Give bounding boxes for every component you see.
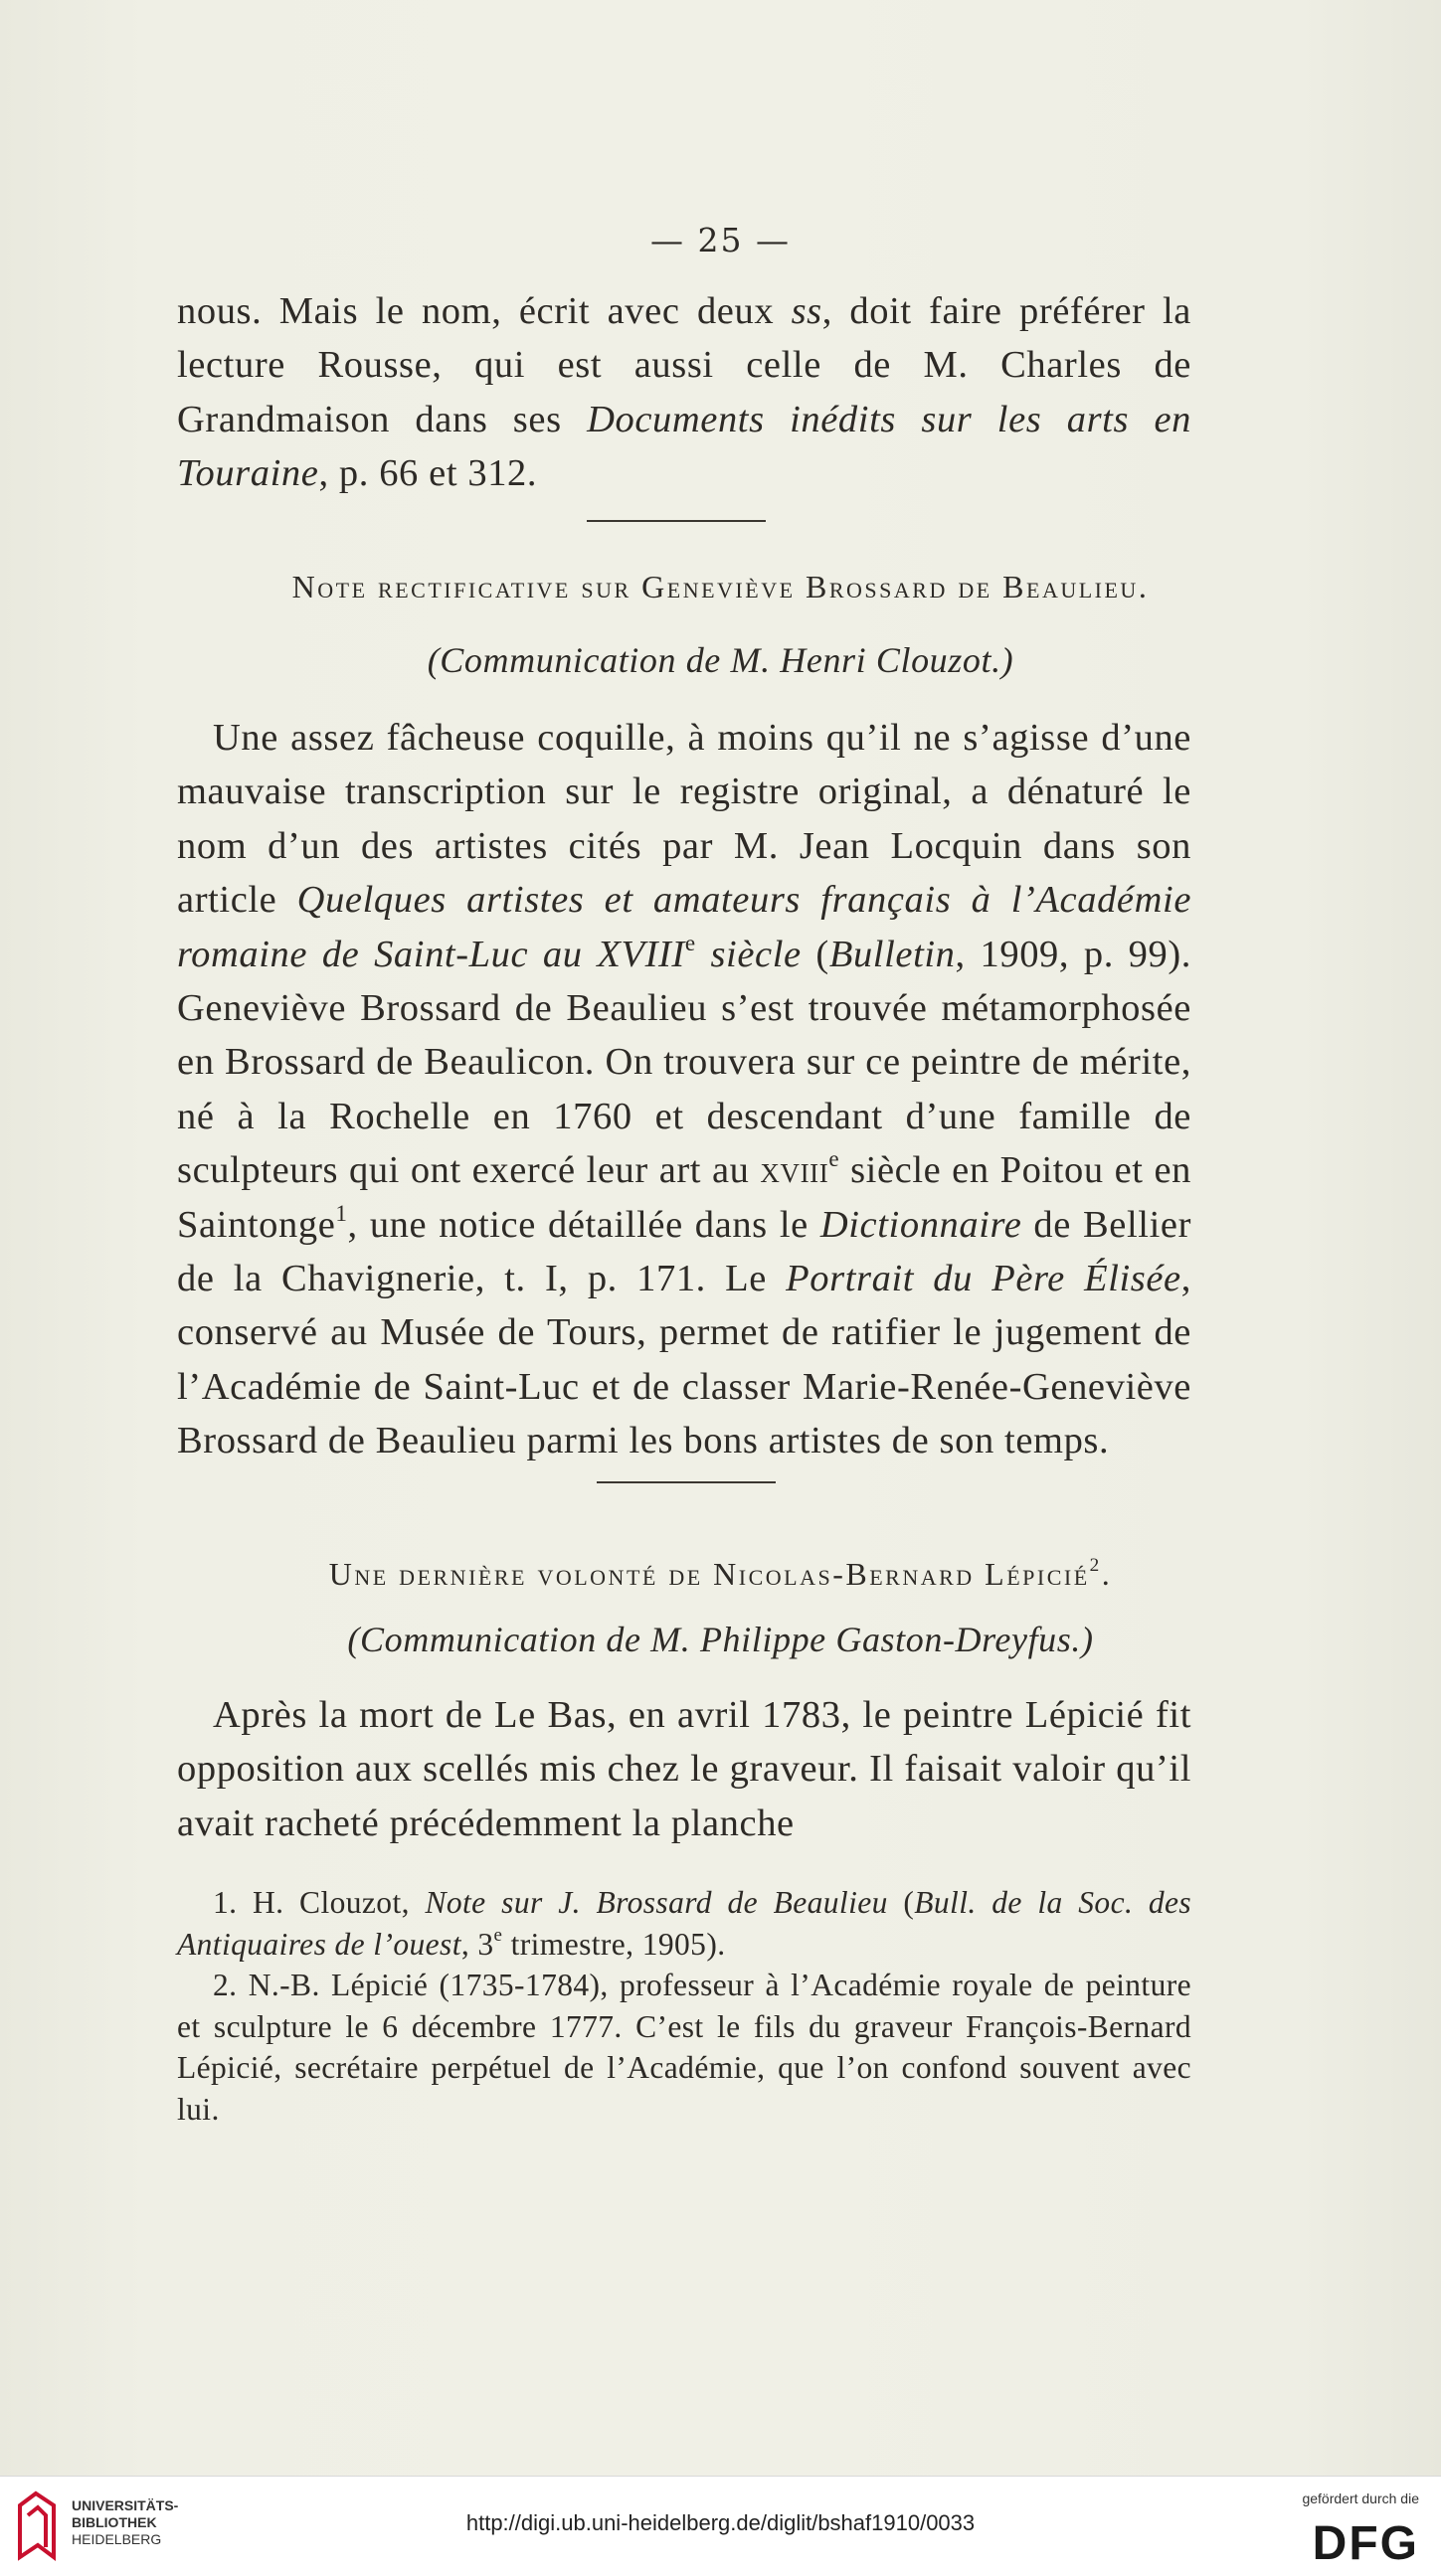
section-heading-lepicie: Une dernière volonté de Nicolas-Bernard Lépicié$^2$. (328, 1555, 1113, 1592)
section-divider (587, 520, 766, 522)
section-heading-brossard: Note rectificative sur Geneviève Brossard de Beaulieu. (291, 569, 1150, 604)
lepicie-paragraph: Après la mort de Le Bas, en avril 1783, le peintre Lépicié fit opposition aux scellés mis chez le graveur. Il faisait valoir qu’il avait racheté précédemment la planche (177, 1694, 1191, 1844)
funder-label: gefördert durch die (1302, 2490, 1419, 2506)
byline-gaston-dreyfus: (Communication de M. Philippe Gaston-Dreyfus.) (347, 1620, 1094, 1659)
section-divider (597, 1481, 776, 1483)
svg-text:DFG: DFG (1312, 2517, 1419, 2565)
footnote-ref-2: 2 (1089, 1555, 1102, 1577)
footnotes (177, 1882, 1191, 2130)
brossard-paragraph: Une assez fâcheuse coquille, à moins qu’il ne s’agisse d’une mauvaise transcription sur le registre original, a dénaturé le nom d’un des artistes cités par M. Jean Locquin dans son article Quelques artistes et amateurs français à l’Académie romaine de Saint-Luc au XVIIIe siècle (Bulletin, 1909, p. 99). Geneviève Brossard de Beaulieu s’est trouvée métamorphosée en Brossard de Beaulicon. On trouvera sur ce peintre de mérite, né à la Rochelle en 1760 et descendant d’une famille de sculpteurs qui ont exercé leur art au xviii$^e$ siècle en Poitou et en Saintonge$^1$, une notice détaillée dans le Dictionnaire de Bellier de la Chavignerie, t. I, p. 171. Le Portrait du Père Élisée, conservé au Musée de Tours, permet de ratifier le jugement de l’Académie de Saint-Luc et de classer Marie-Renée-Geneviève Brossard de Beaulieu parmi les bons artistes de son temps. (177, 717, 1192, 1462)
footnote-2: 2. N.-B. Lépicié (1735-1784), professeur à l’Académie royale de peinture et sculpture le 6 décembre 1777. C’est le fils du graveur François-Bernard Lépicié, secrétaire perpétuel de l’Académie, que l’on confond souvent avec lui. (177, 1968, 1191, 2127)
byline-clouzot: (Communication de M. Henri Clouzot.) (427, 640, 1014, 680)
dfg-logo-icon (1270, 2515, 1419, 2565)
footnote-ref-1: 1 (335, 1199, 348, 1226)
page-number: — 25 — (650, 221, 791, 259)
opening-paragraph: nous. Mais le nom, écrit avec deux ss, doit faire préférer la lecture Rousse, qui est aussi celle de M. Charles de Grandmaison dans ses Documents inédits sur les arts en Touraine, p. 66 et 312. (177, 290, 1192, 495)
university-library-name: UNIVERSITÄTS- BIBLIOTHEK HEIDELBERG (72, 2497, 179, 2547)
permalink-url[interactable]: http://digi.ub.uni-heidelberg.de/diglit/bshaf1910/0033 (465, 2510, 976, 2535)
footnote-1: 1. H. Clouzot, Note sur J. Brossard de Beaulieu (Bull. de la Soc. des Antiquaires de l’ouest, 3e trimestre, 1905). (177, 1885, 1192, 1962)
